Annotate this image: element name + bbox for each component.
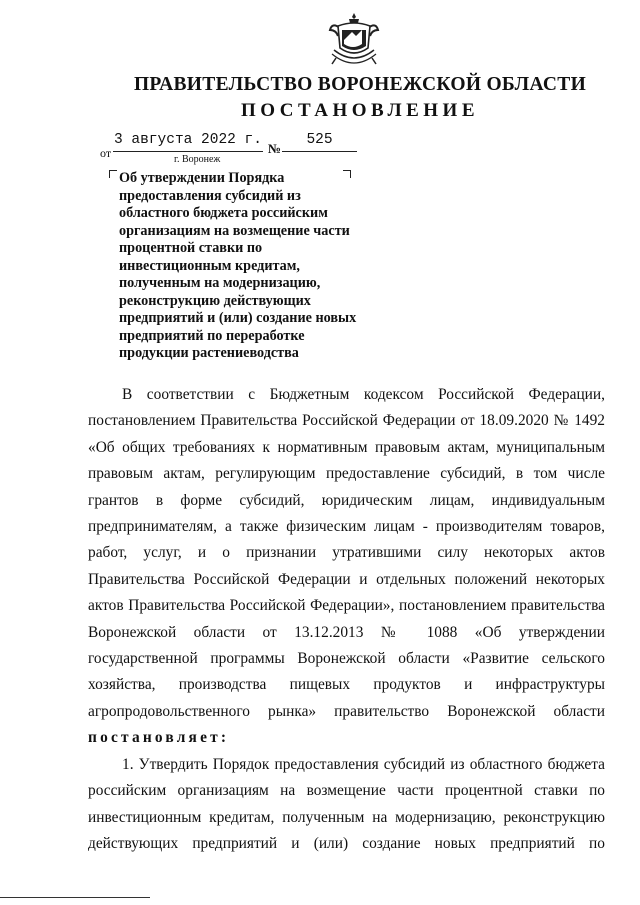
subject-line: предоставления субсидий из xyxy=(119,187,301,204)
document-details xyxy=(100,132,370,168)
date-underline xyxy=(113,151,263,152)
subject-line: предприятий по переработке xyxy=(119,327,305,344)
subject-line: организациям на возмещение части xyxy=(119,222,350,239)
document-body xyxy=(88,382,605,857)
preamble-paragraph: В соответствии с Бюджетным кодексом Российской Федерации, постановлением Правительства Российской Федерации от 18.09.2020 № 1492 «Об общих требованиях к нормативным правовым актам, муниципальным правовым актам, регулирующим предоставление субсидий, в том числе грантов в форме субсидий, юридическим лицам, индивидуальным предпринимателям, а также физическим лицам - производителям товаров, работ, услуг, и о признании утратившими силу некоторых актов Правительства Российской Федерации и отдельных положений некоторых актов Правительства Российской Федерации», постановлением правительства Воронежской области от 13.12.2013 № 1088 «Об утверждении государственной программы Воронежской области «Развитие сельского хозяйства, производства пищевых продуктов и инфраструктуры агропродовольственного рынка» правительство Воронежской области xyxy=(88,386,605,720)
subject-line: инвестиционным кредитам, xyxy=(119,257,300,274)
subject-line: реконструкцию действующих xyxy=(119,292,311,309)
number-sign: № xyxy=(268,141,282,156)
subject-line: полученным на модернизацию, xyxy=(119,275,321,291)
subject-line: предприятий и (или) создание новых xyxy=(119,310,357,326)
number-underline xyxy=(282,151,357,152)
resolve-word: постановляет: xyxy=(88,729,230,747)
voronezh-coat-of-arms-icon xyxy=(328,10,380,68)
item-1-paragraph: 1. Утвердить Порядок предоставления субсидий из областного бюджета российским организациям на возмещение части процентной ставки по инвестиционным кредитам, полученным на модернизацию, реконструкцию действующих предприятий и (или) создание новых предприятий по xyxy=(88,755,605,852)
subject-line: процентной ставки по xyxy=(119,240,263,256)
document-type: ПОСТАНОВЛЕНИЕ xyxy=(240,100,480,121)
subject-line: областного бюджета российским xyxy=(119,205,328,221)
document-subject xyxy=(119,170,389,363)
subject-line: Об утверждении Порядка xyxy=(119,170,285,186)
subject-corner-left xyxy=(109,170,117,178)
date-prefix: от xyxy=(100,146,112,160)
document-number: 525 xyxy=(306,132,333,148)
footer-rule xyxy=(0,897,150,898)
government-name: ПРАВИТЕЛЬСТВО ВОРОНЕЖСКОЙ ОБЛАСТИ xyxy=(133,74,587,95)
document-city: г. Воронеж xyxy=(174,154,221,165)
subject-line: продукции растениеводства xyxy=(119,345,299,361)
document-date: 3 августа 2022 г. xyxy=(114,132,262,148)
